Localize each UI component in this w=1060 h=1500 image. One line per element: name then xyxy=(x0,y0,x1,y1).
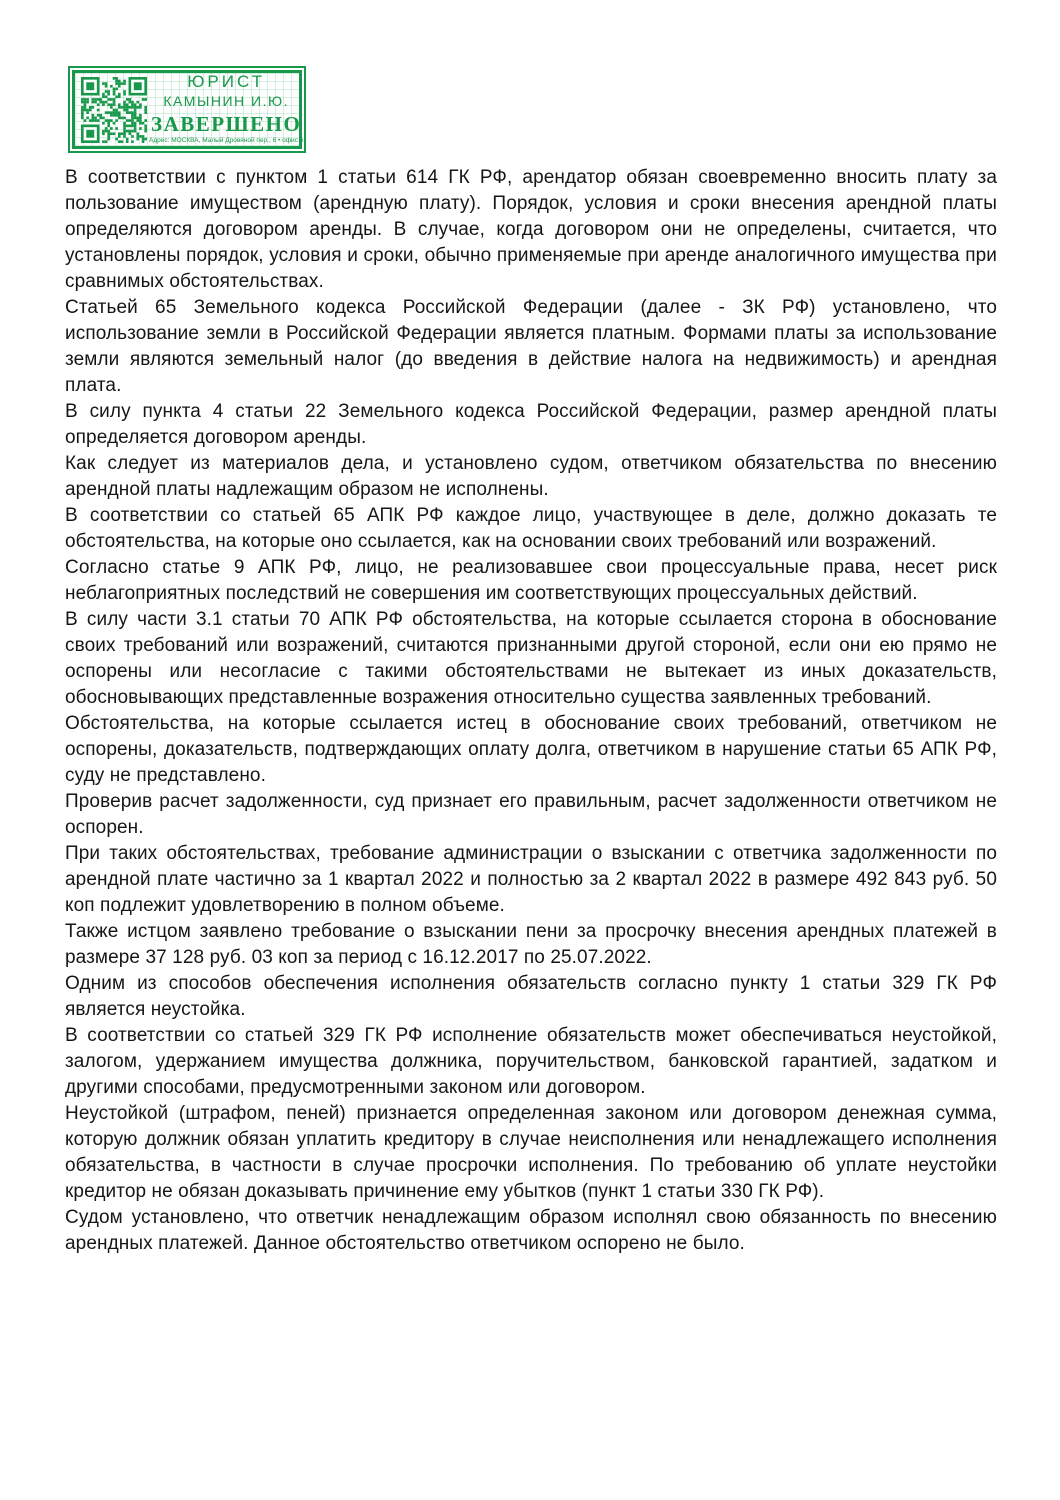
paragraph: При таких обстоятельствах, требование администрации о взыскании с ответчика задолженности по арендной плате частично за 1 квартал 2022 и полностью за 2 квартал 2022 в размере 492 843 руб. 50 коп подлежит удовлетворению в полном объеме. xyxy=(65,843,997,916)
stamp-lawyer-name: КАМЫНИН И.Ю. xyxy=(163,93,290,110)
paragraph: В силу пункта 4 статьи 22 Земельного кодекса Российской Федерации, размер арендной платы определяется договором аренды. xyxy=(65,401,997,448)
qr-code-icon xyxy=(81,77,147,143)
paragraph: В силу части 3.1 статьи 70 АПК РФ обстоятельства, на которые ссылается сторона в обоснование своих требований или возражений, считаются признанными другой стороной, если они ею прямо не оспорены или несогласие с такими обстоятельствами не вытекает из иных доказательств, обосновывающих представленные возражения относительно существа заявленных требований. xyxy=(65,609,997,708)
paragraph: Одним из способов обеспечения исполнения обязательств согласно пункту 1 статьи 329 ГК РФ является неустойка. xyxy=(65,973,997,1020)
paragraph: В соответствии с пунктом 1 статьи 614 ГК РФ, арендатор обязан своевременно вносить плату за пользование имуществом (арендную плату). Порядок, условия и сроки внесения арендной платы определяются договором аренды. В случае, когда договором они не определены, считается, что установлены порядок, условия и сроки, обычно применяемые при аренде аналогичного имущества при сравнимых обстоятельствах. xyxy=(65,167,997,292)
stamp-address: Адрес: МОСКВА, Малый Дровяной пер., 6 • офис 6 xyxy=(149,136,304,144)
paragraph: В соответствии со статьей 329 ГК РФ исполнение обязательств может обеспечиваться неустойкой, залогом, удержанием имущества должника, поручительством, банковской гарантией, задатком и другими способами, предусмотренными законом или договором. xyxy=(65,1025,997,1098)
paragraph: Согласно статье 9 АПК РФ, лицо, не реализовавшее свои процессуальные права, несет риск неблагоприятных последствий не совершения им соответствующих процессуальных действий. xyxy=(65,557,997,604)
paragraph: Статьей 65 Земельного кодекса Российской Федерации (далее - ЗК РФ) установлено, что использование земли в Российской Федерации является платным. Формами платы за использование земли являются земельный налог (до введения в действие налога на недвижимость) и арендная плата. xyxy=(65,297,997,396)
lawyer-stamp-inner xyxy=(72,70,302,149)
paragraph: В соответствии со статьей 65 АПК РФ каждое лицо, участвующее в деле, должно доказать те обстоятельства, на которые оно ссылается, как на основании своих требований или возражений. xyxy=(65,505,997,552)
paragraph: Как следует из материалов дела, и установлено судом, ответчиком обязательства по внесению арендной платы надлежащим образом не исполнены. xyxy=(65,453,997,500)
paragraph: Неустойкой (штрафом, пеней) признается определенная законом или договором денежная сумма, которую должник обязан уплатить кредитору в случае неисполнения или ненадлежащего исполнения обязательства, в частности в случае просрочки исполнения. По требованию об уплате неустойки кредитор не обязан доказывать причинение ему убытков (пункт 1 статьи 330 ГК РФ). xyxy=(65,1103,997,1202)
paragraph: Проверив расчет задолженности, суд признает его правильным, расчет задолженности ответчиком не оспорен. xyxy=(65,791,997,838)
lawyer-stamp xyxy=(68,66,306,153)
stamp-title: ЮРИСТ xyxy=(187,72,266,92)
stamp-status-label: ЗАВЕРШЕНО xyxy=(151,111,302,136)
paragraph: Также истцом заявлено требование о взыскании пени за просрочку внесения арендных платежей в размере 37 128 руб. 03 коп за период с 16.12.2017 по 25.07.2022. xyxy=(65,921,997,968)
stamp-text-block xyxy=(149,73,303,145)
paragraph: Обстоятельства, на которые ссылается истец в обоснование своих требований, ответчиком не оспорены, доказательств, подтверждающих оплату долга, ответчиком в нарушение статьи 65 АПК РФ, суду не представлено. xyxy=(65,713,997,786)
document-body xyxy=(65,165,997,1257)
paragraph: Судом установлено, что ответчик ненадлежащим образом исполнял свою обязанность по внесению арендных платежей. Данное обстоятельство ответчиком оспорено не было. xyxy=(65,1207,997,1254)
